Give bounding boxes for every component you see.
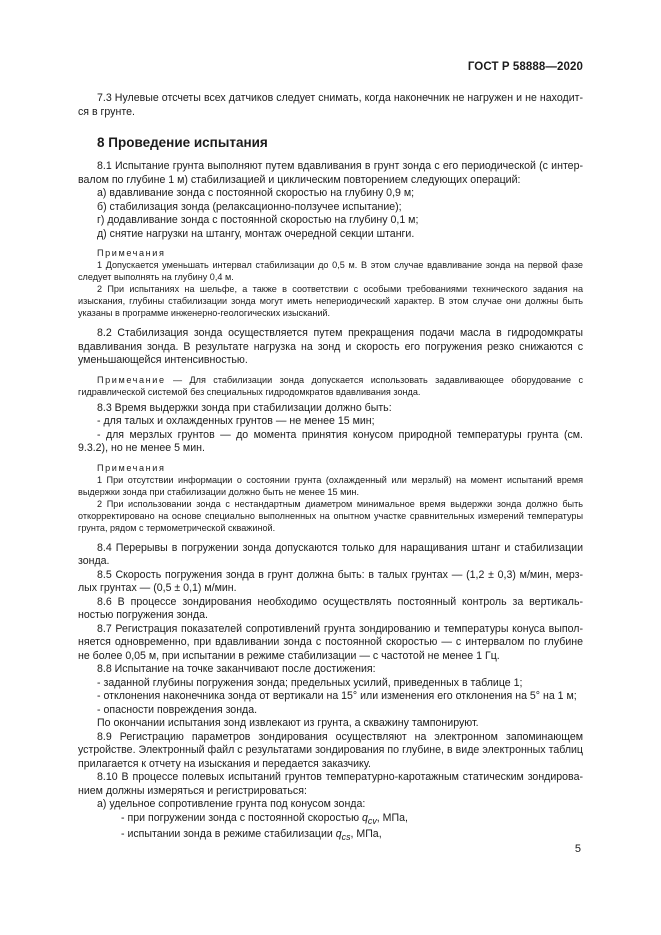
- list-item: а) вдавливание зонда с постоянной скоростью на глубину 0,9 м;: [97, 187, 415, 199]
- page-number: 5: [574, 843, 581, 855]
- list-item: д) снятие нагрузки на штангу, монтаж очередной секции штанги.: [97, 227, 415, 240]
- notes-heading: Примечания: [97, 248, 166, 258]
- section-8-title: 8 Проведение испытания: [97, 135, 268, 150]
- paragraph-8-8: 8.8 Испытание на точке заканчивают после достижения:: [97, 663, 376, 675]
- paragraph-8-5: 8.5 Скорость погружения зонда в грунт должна быть: в талых грунтах — (1,2 ± 0,3) м/мин, мерзлых грунтах — (0,5 ± 0,1) м/мин.: [78, 568, 583, 594]
- note-single: [78, 374, 583, 398]
- paragraph-8-7: 8.7 Регистрация показателей сопротивлений грунта зондированию и температуры конуса выполняется одновременно, при вдавливании зонда с постоянной скоростью — с интервалом по глубине не более 0,05 м, при испытании в режиме стабилизации — с частотой не менее 1 Гц.: [78, 622, 583, 662]
- list-item: - отклонения наконечника зонда от вертикали на 15° или изменения его отклонения на 5° на 1 м;: [97, 690, 577, 702]
- list-item: г) додавливание зонда с постоянной скоростью на глубину 0,1 м;: [97, 214, 419, 226]
- list-item: - для талых и охлажденных грунтов — не менее 15 мин;: [97, 415, 375, 427]
- standard-code-header: ГОСТ Р 58888—2020: [467, 61, 583, 73]
- note-heading: Примечание: [97, 374, 166, 385]
- paragraph-8-8-end: По окончании испытания зонд извлекают из грунта, а скважину тампонируют.: [97, 717, 479, 729]
- paragraph-7-3: 7.3 Нулевые отсчеты всех датчиков следует снимать, когда наконечник не нагружен и не находится в грунте.: [78, 92, 583, 118]
- list-item: - для мерзлых грунтов — до момента принятия конусом природной температуры грунта (см. 9.3.2), но не менее 5 мин.: [78, 428, 583, 454]
- note-item: 2 При испытаниях на шельфе, а также в соответствии с особыми требованиями технического задания на изыскания, глубины стабилизации зонда могут иметь непериодический характер. В этом случае они должны быть указаны в программе инженерно-геологических изысканий.: [78, 284, 583, 318]
- paragraph-8-10: 8.10 В процессе полевых испытаний грунтов температурно-каротажным статическим зондированием должны измеряться и регистрироваться:: [78, 771, 583, 797]
- paragraph-8-2: 8.2 Стабилизация зонда осуществляется путем прекращения подачи масла в гидродомкраты вдавливания зонда. В результате нагрузка на зонд и скорость его погружения резко снижаются с уменьшающейся интенсивностью.: [78, 327, 583, 366]
- list-item: б) стабилизация зонда (релаксационно-ползучее испытание);: [97, 200, 402, 213]
- list-item: - заданной глубины погружения зонда; предельных усилий, приведенных в таблице 1;: [97, 676, 523, 689]
- paragraph-8-9: 8.9 Регистрацию параметров зондирования осуществляют на электронном запоминающем устройстве. Электронный файл с результатами зондирования по глубине, в виде электронных таблиц прилагается к отчету на изыскания и передается заказчику.: [78, 730, 583, 770]
- list-subitem: - испытании зонда в режиме стабилизации $q_{cs}$, МПа,: [121, 828, 382, 843]
- list-item: а) удельное сопротивление грунта под конусом зонда:: [97, 798, 366, 810]
- paragraph-8-4: 8.4 Перерывы в погружении зонда допускаются только для наращивания штанг и стабилизации зонда.: [78, 541, 583, 567]
- note-item: 1 При отсутствии информации о состоянии грунта (охлажденный или мерзлый) на момент испытаний время выдержки зонда при стабилизации должно быть не менее 15 мин.: [78, 474, 583, 497]
- paragraph-8-6: 8.6 В процессе зондирования необходимо осуществлять постоянный контроль за вертикальностью погружения зонда.: [78, 595, 583, 621]
- notes-heading: Примечания: [97, 462, 166, 473]
- page-content: [78, 92, 583, 845]
- list-item: - опасности повреждения зонда.: [97, 703, 258, 716]
- paragraph-8-3: 8.3 Время выдержки зонда при стабилизации должно быть:: [97, 401, 392, 414]
- note-text: — Для стабилизации зонда допускается использовать задавливающее оборудование с гидравлической системой без специальных гидродомкратов вдавливания зонда.: [78, 374, 583, 397]
- note-item: 1 Допускается уменьшать интервал стабилизации до 0,5 м. В этом случае вдавливание зонда на первой фазе следует выполнять на глубину 0,4 м.: [78, 260, 583, 282]
- list-subitem: - при погружении зонда с постоянной скоростью $q_{cv}$, МПа,: [121, 811, 408, 826]
- note-item: 2 При использовании зонда с нестандартным диаметром минимальное время выдержки зонда должно быть откорректировано на основе специально выполненных на опытном участке сравнительных измерений температуры грунта, рядом с термометрической скважиной.: [78, 498, 583, 533]
- paragraph-8-1: 8.1 Испытание грунта выполняют путем вдавливания в грунт зонда с его периодической (с интервалом по глубине 1 м) стабилизацией и циклическим повторением следующих операций:: [78, 160, 583, 186]
